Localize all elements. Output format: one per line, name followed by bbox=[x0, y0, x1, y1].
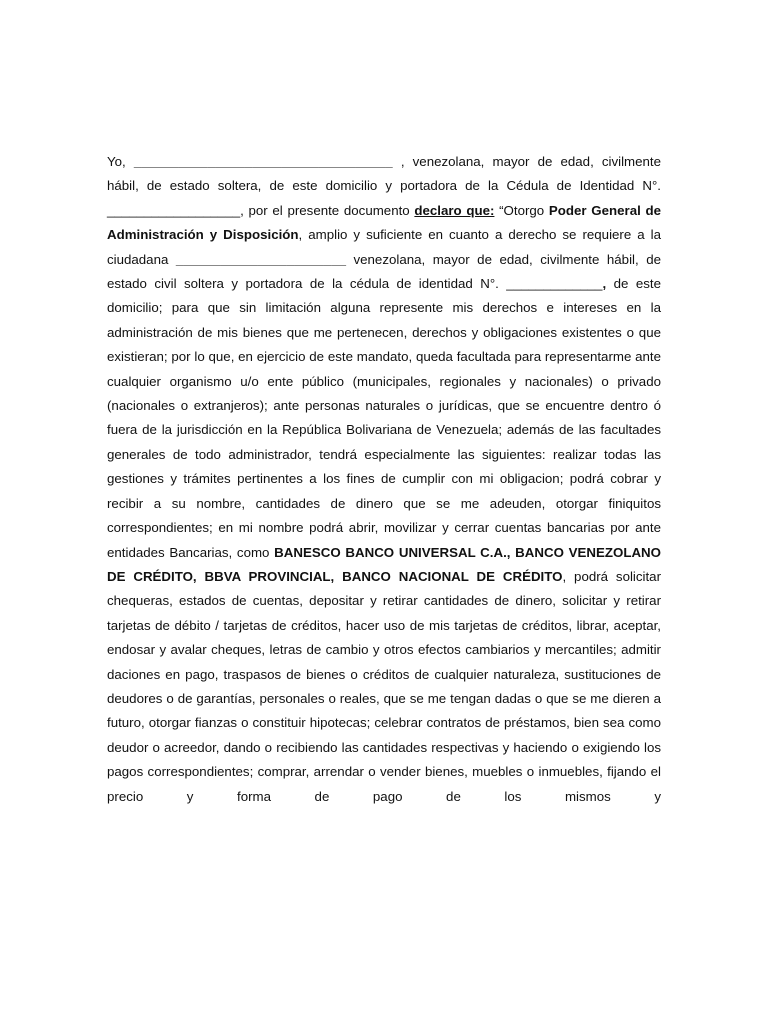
ciudadana-blank: _______________________ bbox=[175, 251, 346, 267]
text-segment: , venezolana, mayor de edad, civilmente hábil, de estado soltera, de este domicilio y portadora de la Cédula de Identidad N°. __________________, por el presente documento bbox=[107, 154, 661, 218]
declaro-que-emphasis: declaro que: bbox=[414, 202, 495, 218]
banks-emphasis: BANESCO BANCO UNIVERSAL C.A., BANCO VENEZOLANO DE CRÉDITO, BBVA PROVINCIAL, BANCO NACIONAL DE CRÉDITO bbox=[107, 544, 661, 584]
document-paragraph bbox=[107, 150, 661, 809]
poder-general-emphasis: Poder General de Administración y Disposición bbox=[107, 202, 662, 243]
text-segment: , podrá solicitar chequeras, estados de cuentas, depositar y retirar cantidades de dinero, solicitar y retirar tarjetas de débito / tarjetas de créditos, hacer uso de mis tarjetas de créditos, librar, aceptar, endosar y avalar cheques, letras de cambio y otros efectos cambiarios y mercantiles; admitir daciones en pago, traspasos de bienes o créditos de cualquier naturaleza, sustituciones de deudores o de garantías, personales o reales, que se me tengan dadas o que se me dieren a futuro, otorgar fianzas o constituir hipotecas; celebrar contratos de préstamos, bien sea como deudor o acreedor, dando o recibiendo las cantidades respectivas y haciendo o exigiendo los pagos correspondientes; comprar, arrendar o vender bienes, muebles o inmuebles, fijando el precio y forma de pago de los mismos y bbox=[107, 568, 661, 804]
comma-emphasis: , bbox=[602, 276, 607, 292]
text-segment: “Otorgo bbox=[494, 202, 549, 218]
text-segment: , amplio y suficiente en cuanto a derecho se requiere a la ciudadana bbox=[107, 227, 661, 267]
text-segment: Yo, bbox=[107, 154, 134, 169]
text-segment: venezolana, mayor de edad, civilmente hábil, de estado civil soltera y portadora de la cédula de identidad N°. _____________ bbox=[107, 251, 661, 292]
text-segment: de este domicilio; para que sin limitación alguna represente mis derechos e intereses en la administración de mis bienes que me pertenecen, derechos y obligaciones existentes o que existieran; por lo que, en ejercicio de este mandato, queda facultada para representarme ante cualquier organismo u/o ente público (municipales, regionales y nacionales) o privado (nacionales o extranjeros); ante personas naturales o jurídicas, que se encuentre dentro ó fuera de la jurisdicción en la República Bolivariana de Venezuela; además de las facultades generales de todo administrador, tendrá especialmente las siguientes: realizar todas las gestiones y trámites pertinentes a los fines de cumplir con mi obligacion; podrá cobrar y recibir a su nombre, cantidades de dinero que se me adeuden, otorgar finiquitos correspondientes; en mi nombre podrá abrir, movilizar y cerrar cuentas bancarias por ante entidades Bancarias, como bbox=[107, 276, 661, 560]
name-blank: ___________________________________ bbox=[133, 154, 393, 169]
